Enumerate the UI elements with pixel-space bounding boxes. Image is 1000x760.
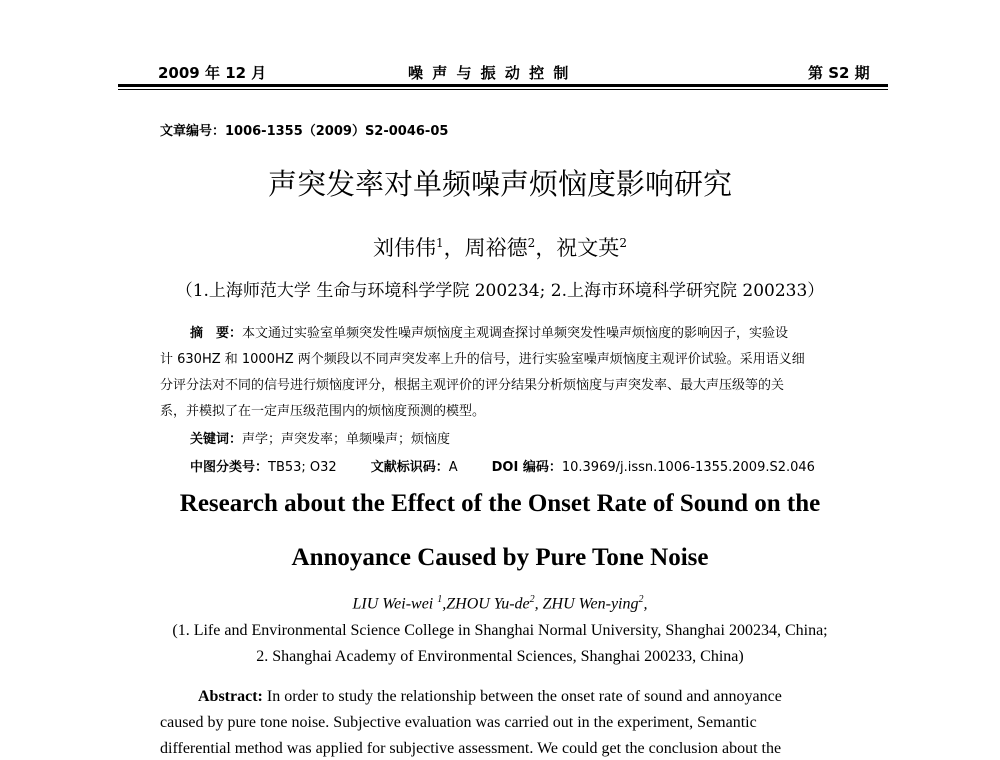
abstract-cn-label: 摘 要： — [190, 326, 243, 341]
title-en-line-1: Research about the Effect of the Onset Rate of Sound on the — [179, 490, 821, 517]
doi-label: DOI 编码： — [491, 460, 562, 475]
doc-code-value: A — [448, 460, 458, 475]
author-cn-1: 刘伟伟 — [373, 236, 437, 260]
classification-line — [190, 456, 815, 475]
affiliation-en-line-1: (1. Life and Environmental Science College in Shanghai Normal University, Shanghai 200234, China; — [172, 622, 828, 639]
author-en-1: LIU Wei-wei — [352, 595, 438, 613]
affiliation-en-line-2: 2. Shanghai Academy of Environmental Sciences, Shanghai 200233, China) — [256, 648, 744, 665]
abstract-cn-line-1 — [190, 322, 788, 341]
author-cn-2: ，周裕德 — [443, 236, 528, 260]
doi-value: 10.3969/j.issn.1006-1355.2009.S2.046 — [561, 460, 815, 475]
abstract-en-label: Abstract: — [198, 688, 263, 705]
keywords-cn-value: 声学；声突发率；单频噪声；烦恼度 — [242, 432, 451, 447]
author-en-2: ,ZHOU Yu-de — [442, 595, 530, 613]
author-cn-3-affil: 2 — [619, 236, 627, 250]
header-rule-thin — [118, 89, 888, 90]
header-rule — [118, 84, 888, 87]
header-date: 2009 年 12 月 — [158, 64, 267, 82]
abstract-en-line-1 — [198, 688, 782, 706]
author-en-3: , ZHU Wen-ying — [534, 595, 639, 613]
clc-label: 中图分类号： — [190, 460, 269, 475]
author-en-2-affil: 2 — [529, 594, 535, 605]
keywords-cn — [190, 428, 450, 447]
doc-code-label: 文献标识码： — [370, 460, 449, 475]
abstract-cn-line-2: 计 630HZ 和 1000HZ 两个频段以不同声突发率上升的信号，进行实验室噪声烦恼度主观评价试验。采用语义细 — [160, 352, 805, 367]
abstract-en-line-2: caused by pure tone noise. Subjective evaluation was carried out in the experiment, Semantic — [160, 714, 757, 731]
author-en-3-affil: 2 — [638, 594, 644, 605]
authors-cn — [0, 232, 1000, 262]
author-en-1-affil: 1 — [437, 594, 443, 605]
affiliation-cn: （1.上海师范大学 生命与环境科学学院 200234; 2.上海市环境科学研究院 200233） — [175, 281, 825, 301]
abstract-en-line-3: differential method was applied for subjective assessment. We could get the conclusion about the — [160, 740, 782, 757]
abstract-cn-text-1: 本文通过实验室单频突发性噪声烦恼度主观调查探讨单频突发性噪声烦恼度的影响因子，实验设 — [242, 326, 789, 341]
header-journal: 噪 声 与 振 动 控 制 — [408, 64, 571, 82]
abstract-cn-line-3: 分评分法对不同的信号进行烦恼度评分，根据主观评价的评分结果分析烦恼度与声突发率、最大声压级等的关 — [160, 378, 785, 393]
authors-en — [0, 594, 1000, 613]
header-issue: 第 S2 期 — [808, 64, 870, 82]
abstract-cn-line-4: 系，并模拟了在一定声压级范围内的烦恼度预测的模型。 — [160, 404, 486, 419]
clc-value: TB53; O32 — [268, 460, 337, 475]
article-number: 文章编号：1006-1355（2009）S2-0046-05 — [160, 124, 449, 139]
abstract-en-text-1: In order to study the relationship between the onset rate of sound and annoyance — [262, 688, 782, 705]
title-en-line-2: Annoyance Caused by Pure Tone Noise — [291, 544, 709, 571]
title-cn: 声突发率对单频噪声烦恼度影响研究 — [267, 167, 732, 201]
authors-en-tail: , — [643, 595, 648, 613]
author-cn-1-affil: 1 — [436, 236, 444, 250]
author-cn-3: ，祝文英 — [535, 236, 620, 260]
author-cn-2-affil: 2 — [527, 236, 536, 250]
keywords-cn-label: 关键词： — [190, 432, 243, 447]
